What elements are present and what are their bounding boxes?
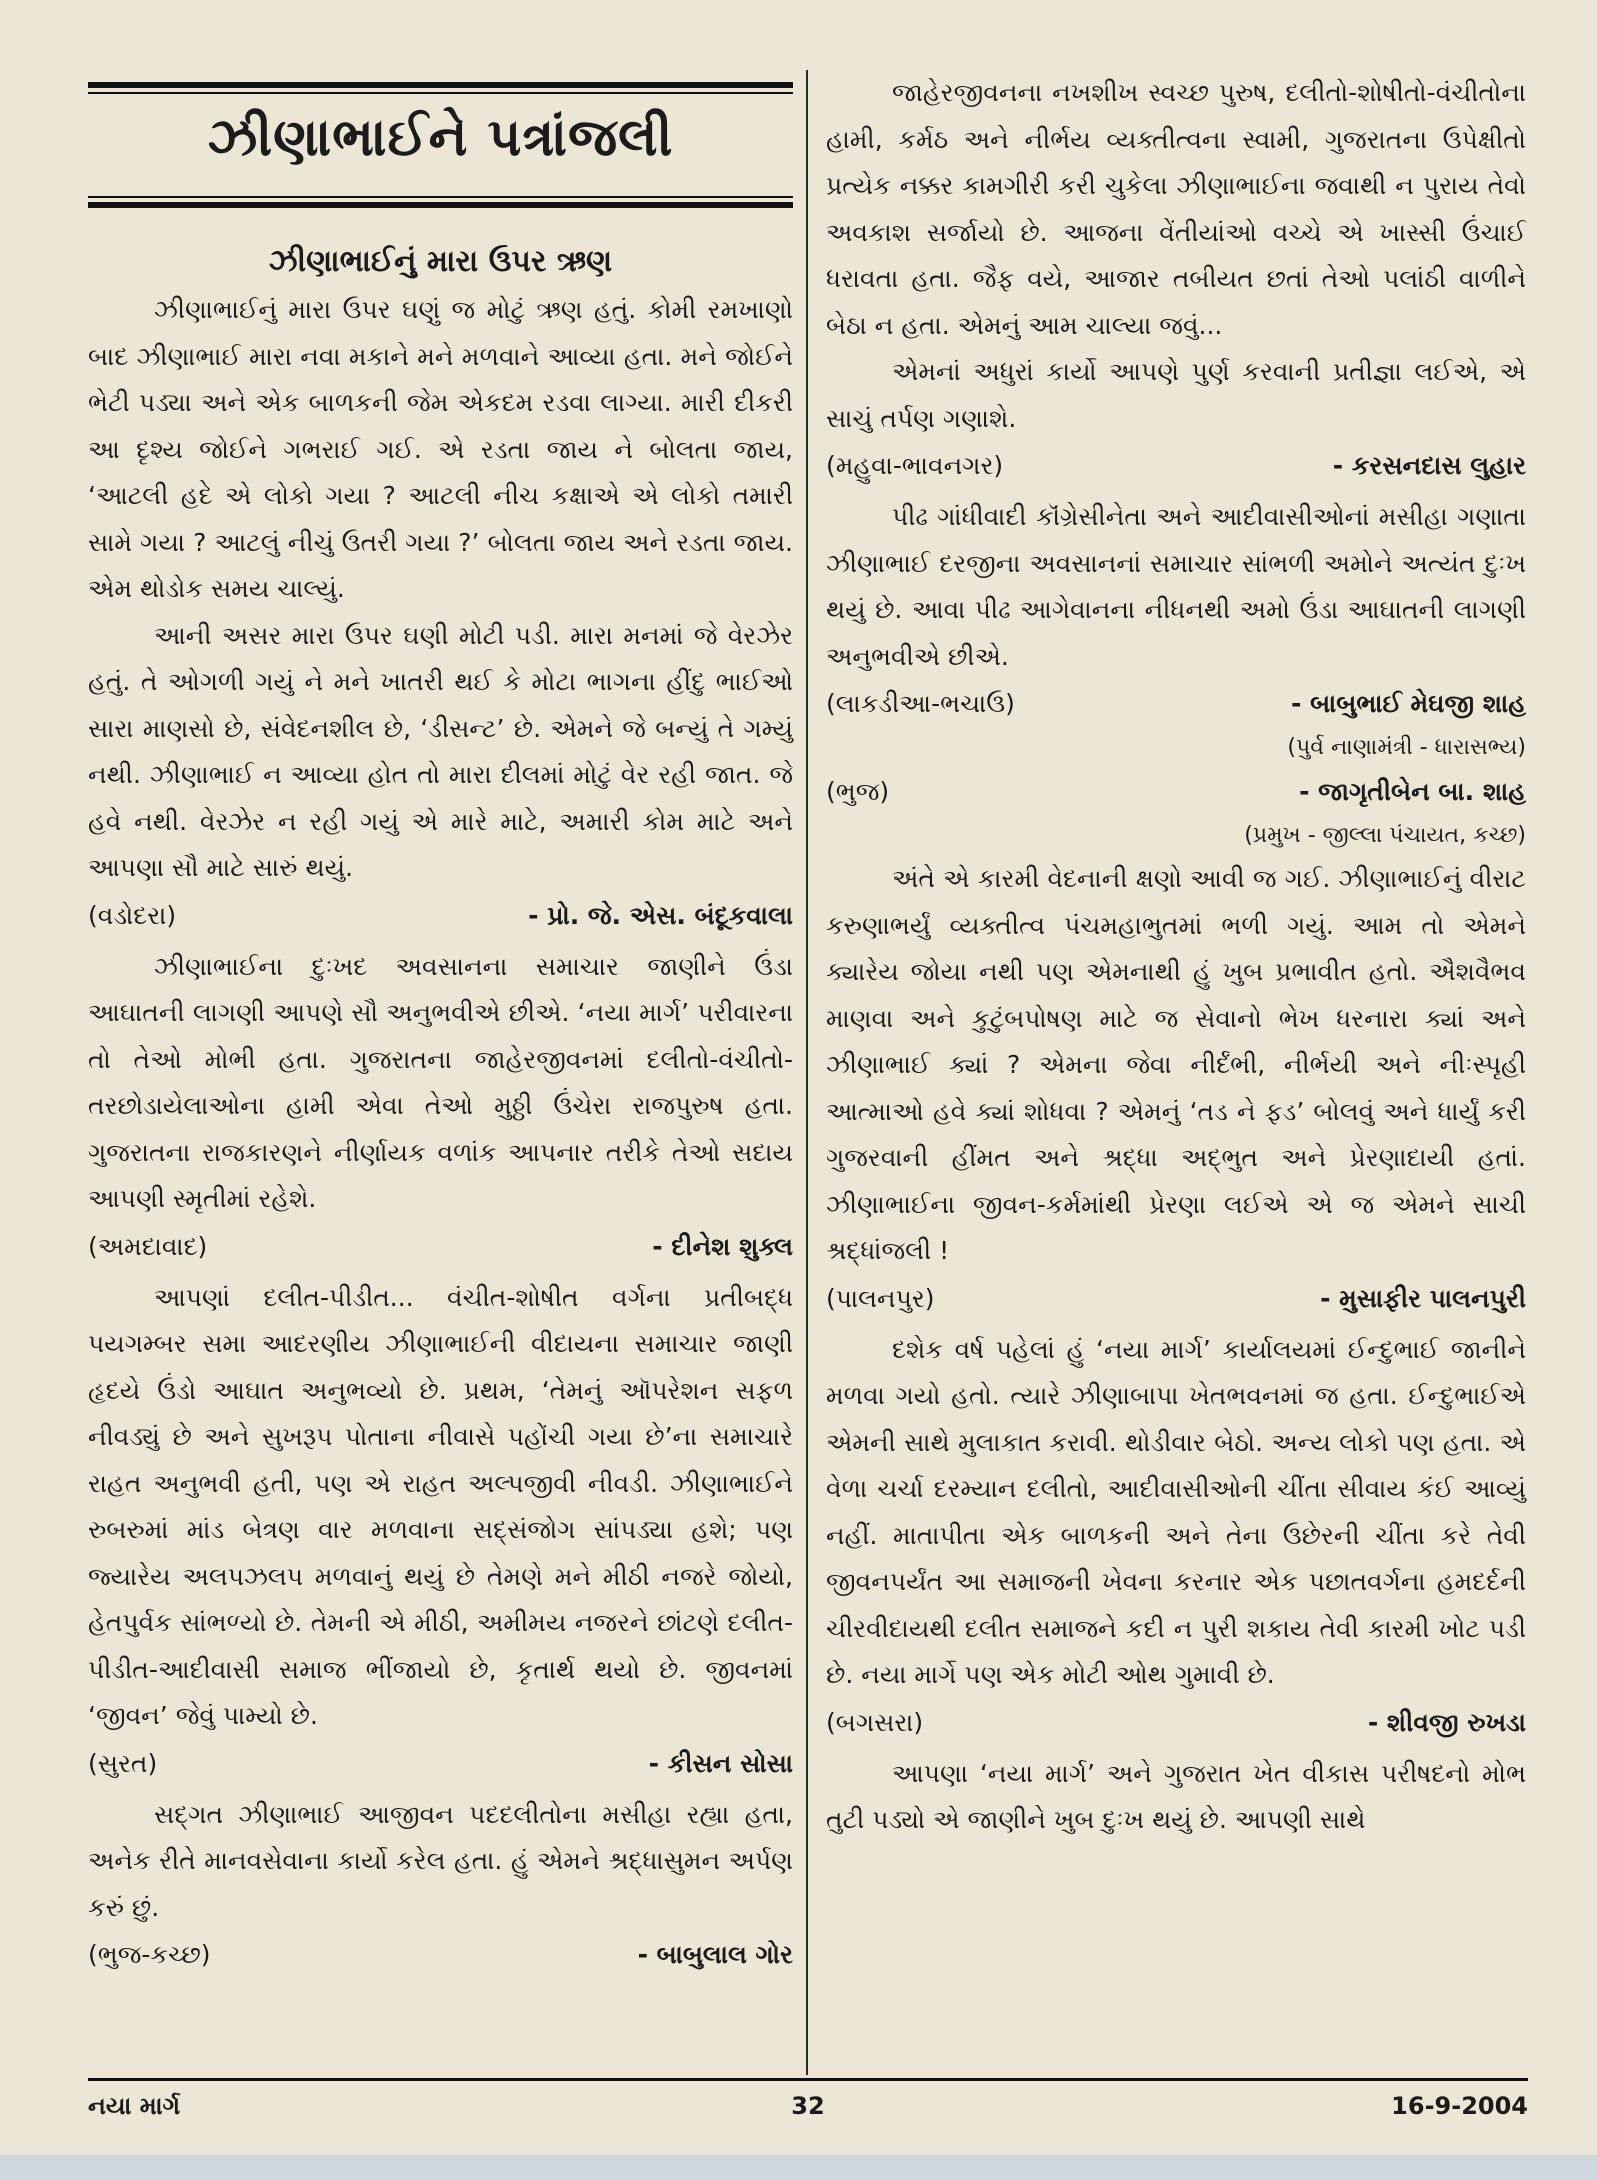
article-paragraph: અંતે એ કારમી વેદનાની ક્ષણો આવી જ ગઈ. ઝીણાભાઈનું વીરાટ કરુણાભર્યું વ્યક્તીત્વ પંચમહાભુતમાં ભળી ગયું. આમ તો એમને ક્યારેય જોયા નથી પણ એમનાથી હું ખુબ પ્રભાવીત હતો. ઐશવૈભવ માણવા અને કુટુંબપોષણ માટે જ સેવાનો ભેખ ધરનારા ક્યાં અને ઝીણાભાઈ ક્યાં ? એમના જેવા નીર્દંભી, નીર્ભયી અને નીઃસ્પૃહી આત્માઓ હવે ક્યાં શોધવા ? એમનું ‘તડ ને ફડ’ બોલવું અને ધાર્યું કરી ગુજરવાની હીંમત અને શ્રદ્ધા અદ્ભુત અને પ્રેરણાદાયી હતાં. ઝીણાભાઈના જીવન-કર્મમાંથી પ્રેરણા લઈએ એ જ એમને સાચી શ્રદ્ધાંજલી ! xyxy=(826,864,1526,1265)
column-divider xyxy=(806,70,808,2075)
byline-author: - કીસન સોસા xyxy=(648,1748,793,1778)
byline-place: (સુરત) xyxy=(88,1748,158,1778)
left-column xyxy=(88,70,793,1983)
section-subheading: ઝીણાભાઈનું મારા ઉપર ઋણ xyxy=(268,244,613,279)
byline xyxy=(88,894,793,938)
byline xyxy=(826,444,1526,488)
byline-author: - મુસાફીર પાલનપુરી xyxy=(1320,1283,1526,1313)
byline xyxy=(826,1277,1526,1321)
byline-place: (પાલનપુર) xyxy=(826,1283,935,1313)
article-paragraph: આની અસર મારા ઉપર ઘણી મોટી પડી. મારા મનમાં જે વેરઝેર હતું. તે ઓગળી ગયું ને મને ખાતરી થઈ કે મોટા ભાગના હીંદુ ભાઈઓ સારા માણસો છે, સંવેદનશીલ છે, ‘ડીસન્ટ’ છે. એમને જે બન્યું તે ગમ્યું નથી. ઝીણાભાઈ ન આવ્યા હોત તો મારા દીલમાં મોટું વેર રહી જાત. જે હવે નથી. વેરઝેર ન રહી ગયું એ મારે માટે, અમારી કોમ માટે અને આપણા સૌ માટે સારું થયું. xyxy=(88,620,793,882)
byline xyxy=(826,682,1526,726)
title-rule-top-thick xyxy=(88,82,793,88)
byline xyxy=(826,770,1526,814)
byline xyxy=(88,1225,793,1269)
byline-place: (મહુવા-ભાવનગર) xyxy=(826,451,1004,480)
footer-publication: નયા માર્ગ xyxy=(88,2092,181,2120)
byline-author: - દીનેશ શુક્લ xyxy=(652,1231,793,1261)
byline-author: - બાબુલાલ ગોર xyxy=(637,1940,793,1969)
byline xyxy=(88,1742,793,1786)
article-paragraph: આપણાં દલીત-પીડીત... વંચીત-શોષીત વર્ગના પ્રતીબદ્ધ પયગમ્બર સમા આદરણીય ઝીણાભાઈની વીદાયના સમાચાર જાણી હૃદયે ઉંડો આઘાત અનુભવ્યો છે. પ્રથમ, ‘તેમનું ઑપરેશન સફળ નીવડ્યું છે અને સુખરૂપ પોતાના નીવાસે પહોંચી ગયા છે’ના સમાચારે રાહત અનુભવી હતી, પણ એ રાહત અલ્પજીવી નીવડી. ઝીણાભાઈને રુબરુમાં માંડ બેત્રણ વાર મળવાના સદ્સંજોગ સાંપડ્યા હશે; પણ જ્યારેય અલપઝલપ મળવાનું થયું છે તેમણે મને મીઠી નજરે જોયો, હેતપુર્વક સાંભળ્યો છે. તેમની એ મીઠી, અમીમય નજરને છાંટણે દલીત-પીડીત-આદીવાસી સમાજ ભીંજાયો છે, કૃતાર્થ થયો છે. જીવનમાં ‘જીવન’ જેવું પામ્યો છે. xyxy=(88,1282,793,1730)
byline-place: (ભુજ-કચ્છ) xyxy=(88,1940,211,1969)
byline xyxy=(88,1933,793,1977)
byline-place: (અમદાવાદ) xyxy=(88,1231,208,1261)
title-block xyxy=(88,70,793,220)
byline-author: - કરસનદાસ લુહાર xyxy=(1332,451,1526,480)
byline-author: - શીવજી રુખડા xyxy=(1367,1707,1526,1737)
byline-place: (લાકડીઆ-ભચાઉ) xyxy=(826,689,1015,718)
footer-date: 16-9-2004 xyxy=(1391,2092,1528,2120)
byline-author: - બાબુભાઈ મેઘજી શાહ xyxy=(1291,689,1526,718)
author-designation: (પ્રમુખ - જીલ્લા પંચાયત, કચ્છ) xyxy=(1244,823,1526,848)
byline-place: (ભુજ) xyxy=(826,777,890,806)
article-paragraph: જાહેરજીવનના નખશીખ સ્વચ્છ પુરુષ, દલીતો-શોષીતો-વંચીતોના હામી, કર્મઠ અને નીર્ભય વ્યક્તીત્વના સ્વામી, ગુજરાતના ઉપેક્ષીતો પ્રત્યેક નક્કર કામગીરી કરી ચુકેલા ઝીણાભાઈના જવાથી ન પુરાય તેવો અવકાશ સર્જાયો છે. આજના વેંતીયાંઓ વચ્ચે એ ખાસ્સી ઉંચાઈ ધરાવતા હતા. જૈફ વયે, આજાર તબીયત છતાં તેઓ પલાંઠી વાળીને બેઠા ન હતા. એમનું આમ ચાલ્યા જવું... xyxy=(826,78,1526,340)
author-designation: (પુર્વ નાણામંત્રી - ધારાસભ્ય) xyxy=(1287,735,1526,760)
title-rule-bottom-thick xyxy=(88,202,793,208)
title-rule-bottom-thin xyxy=(88,196,793,198)
footer-page-number: 32 xyxy=(791,2092,825,2120)
article-paragraph: સદ્ગત ઝીણાભાઈ આજીવન પદદલીતોના મસીહા રહ્યા હતા, અનેક રીતે માનવસેવાના કાર્યો કરેલ હતા. હું એમને શ્રદ્ધાસુમન અર્પણ કરું છું. xyxy=(88,1799,793,1922)
article-paragraph: પીઢ ગાંધીવાદી કૉંગ્રેસીનેતા અને આદીવાસીઓનાં મસીહા ગણાતા ઝીણાભાઈ દરજીના અવસાનનાં સમાચાર સાંભળી અમોને અત્યંત દુઃખ થયું છે. આવા પીઢ આગેવાનના નીધનથી અમો ઉંડા આઘાતની લાગણી અનુભવીએ છીએ. xyxy=(826,502,1526,671)
scan-edge xyxy=(0,2155,1597,2180)
right-column xyxy=(826,70,1526,1844)
article-paragraph: દશેક વર્ષ પહેલાં હું ‘નયા માર્ગ’ કાર્યાલયમાં ઈન્દુભાઈ જાનીને મળવા ગયો હતો. ત્યારે ઝીણાબાપા ખેતભવનમાં જ હતા. ઈન્દુભાઈએ એમની સાથે મુલાકાત કરાવી. થોડીવાર બેઠો. અન્ય લોકો પણ હતા. એ વેળા ચર્ચા દરમ્યાન દલીતો, આદીવાસીઓની ચીંતા સીવાય કંઈ આવ્યું નહીં. માતાપીતા એક બાળકની અને તેના ઉછેરની ચીંતા કરે તેવી જીવનપર્યંત આ સમાજની ખેવના કરનાર એક પછાતવર્ગના હમદર્દની ચીરવીદાયથી દલીત સમાજને કદી ન પુરી શકાય તેવી કારમી ખોટ પડી છે. નયા માર્ગે પણ એક મોટી ઓથ ગુમાવી છે. xyxy=(826,1334,1526,1689)
byline-place: (વડોદરા) xyxy=(88,900,177,930)
title-rule-top-thin xyxy=(88,92,793,94)
byline-author: - જાગૃતીબેન બા. શાહ xyxy=(1299,777,1526,806)
article-paragraph: ઝીણાભાઈનું મારા ઉપર ઘણું જ મોટું ઋણ હતું. કોમી રમખાણો બાદ ઝીણાભાઈ મારા નવા મકાને મને મળવાને આવ્યા હતા. મને જોઈને ભેટી પડ્યા અને એક બાળકની જેમ એકદમ રડવા લાગ્યા. મારી દીકરી આ દૃશ્ય જોઈને ગભરાઈ ગઈ. એ રડતા જાય ને બોલતા જાય, ‘આટલી હદે એ લોકો ગયા ? આટલી નીચ કક્ષાએ એ લોકો તમારી સામે ગયા ? આટલું નીચું ઉતરી ગયા ?’ બોલતા જાય અને રડતા જાય. એમ થોડોક સમય ચાલ્યું. xyxy=(88,295,793,603)
footer-rule xyxy=(88,2078,1528,2081)
byline-place: (બગસરા) xyxy=(826,1707,924,1737)
byline-author: - પ્રો. જે. એસ. બંદૂકવાલા xyxy=(528,900,793,930)
byline xyxy=(826,1701,1526,1745)
article-paragraph: એમનાં અધુરાં કાર્યો આપણે પુર્ણ કરવાની પ્રતીજ્ઞા લઈએ, એ સાચું તર્પણ ગણાશે. xyxy=(826,357,1526,433)
page-title: ઝીણાભાઈને પત્રાંજલી xyxy=(207,108,674,168)
article-paragraph: ઝીણાભાઈના દુઃખદ અવસાનના સમાચાર જાણીને ઉંડા આઘાતની લાગણી આપણે સૌ અનુભવીએ છીએ. ‘નયા માર્ગ’ પરીવારના તો તેઓ મોભી હતા. ગુજરાતના જાહેરજીવનમાં દલીતો-વંચીતો-તરછોડાયેલાઓના હામી એવા તેઓ મુઠ્ઠી ઉંચેરા રાજપુરુષ હતા. ગુજરાતના રાજકારણને નીર્ણાયક વળાંક આપનાર તરીકે તેઓ સદાય આપણી સ્મૃતીમાં રહેશે. xyxy=(88,951,793,1213)
article-paragraph: આપણા ‘નયા માર્ગ’ અને ગુજરાત ખેત વીકાસ પરીષદનો મોભ તુટી પડ્યો એ જાણીને ખુબ દુઃખ થયું છે. આપણી સાથે xyxy=(826,1758,1526,1834)
